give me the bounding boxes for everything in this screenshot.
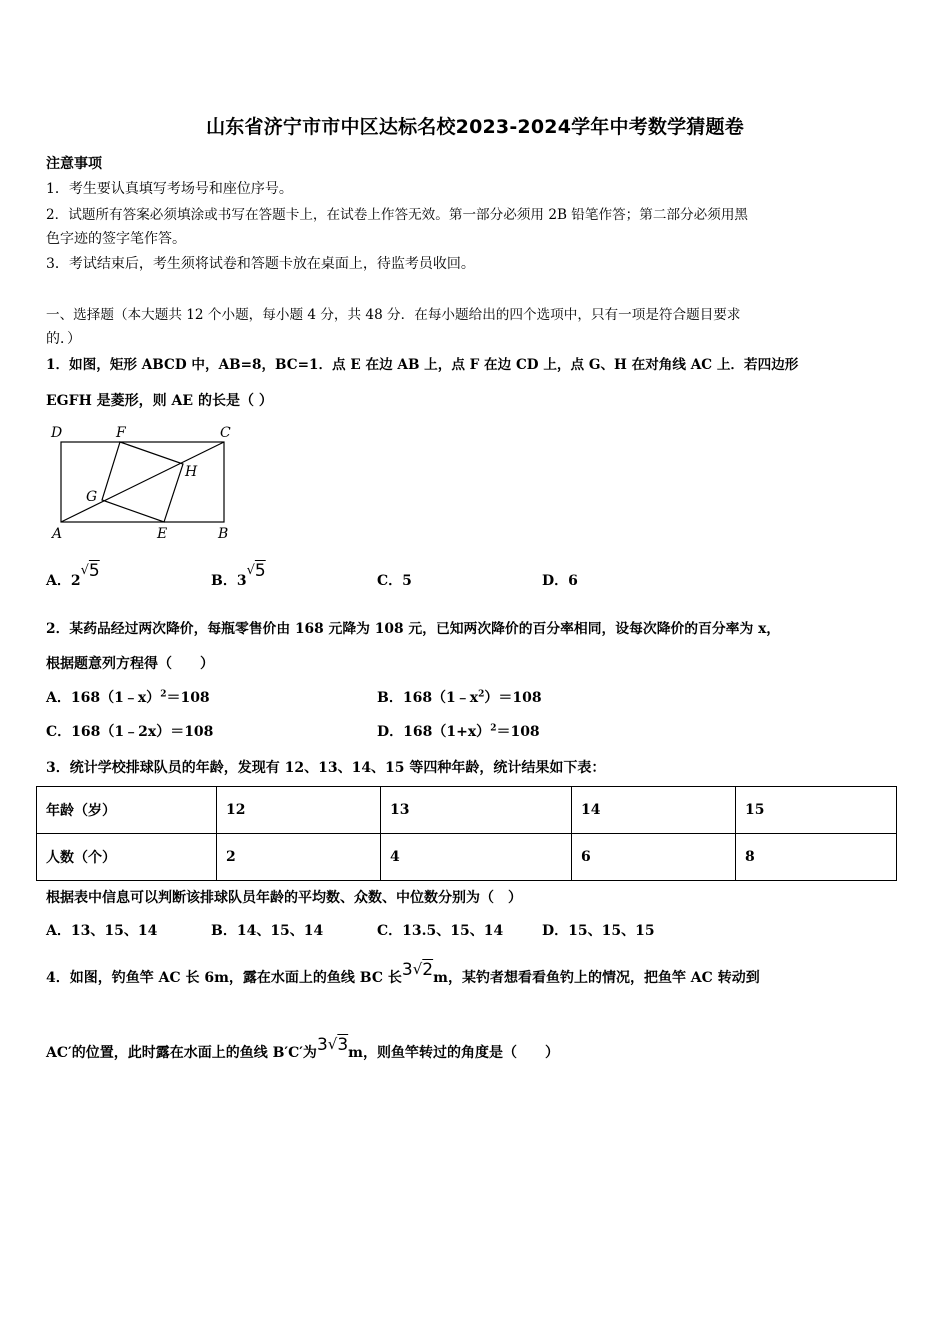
table-cell: 12 bbox=[217, 787, 381, 834]
table-cell: 年龄（岁） bbox=[37, 787, 217, 834]
q3-option-c: C．13.5、15、14 bbox=[377, 923, 504, 939]
q2-option-b-text: B．168（1﹣x bbox=[377, 690, 479, 706]
q2-option-a-exponent: 2 bbox=[160, 689, 167, 700]
q2-option-d bbox=[377, 721, 540, 741]
notice-item-2-line-2: 色字迹的签字笔作答。 bbox=[46, 231, 186, 247]
section-1-line-2: 的．） bbox=[46, 331, 81, 347]
q4-line-1-text: 4．如图，钓鱼竿 AC 长 6m，露在水面上的鱼线 BC 长 bbox=[46, 970, 402, 986]
table-cell: 15 bbox=[736, 787, 897, 834]
q4-line-1-coefficient: 3 bbox=[401, 960, 413, 980]
notice-heading: 注意事项 bbox=[46, 156, 102, 172]
q1-rectangle-figure bbox=[46, 420, 246, 548]
q2-option-a-rhs: ＝108 bbox=[166, 690, 210, 706]
table-row bbox=[37, 787, 897, 834]
table-cell: 14 bbox=[572, 787, 736, 834]
q4-line-1 bbox=[46, 960, 760, 987]
table-cell: 4 bbox=[381, 834, 572, 881]
section-1-line-1: 一、选择题（本大题共 12 个小题，每小题 4 分，共 48 分．在每小题给出的四个选项中，只有一项是符合题目要求 bbox=[46, 307, 741, 323]
q1-option-b-label: B．3 bbox=[211, 573, 247, 589]
q1-option-d: D．6 bbox=[542, 573, 578, 589]
sqrt-icon: √ bbox=[246, 563, 255, 578]
diagonal-ac bbox=[61, 442, 224, 522]
q4-line-2-coefficient: 3 bbox=[316, 1035, 328, 1055]
q2-line-1: 2．某药品经过两次降价，每瓶零售价由 168 元降为 108 元，已知两次降价的百分率相同，设每次降价的百分率为 x， bbox=[46, 621, 781, 637]
q2-option-d-exponent: 2 bbox=[490, 723, 497, 734]
label-e: E bbox=[157, 526, 168, 542]
q1-line-2: EGFH 是菱形，则 AE 的长是（ ） bbox=[46, 393, 273, 409]
q3-option-b: B．14、15、14 bbox=[211, 923, 324, 939]
q1-option-a bbox=[46, 561, 100, 590]
q2-option-a-text: A．168（1﹣x） bbox=[46, 690, 161, 706]
sqrt-icon: √ bbox=[327, 1035, 338, 1053]
table-cell: 13 bbox=[381, 787, 572, 834]
q2-option-c: C．168（1﹣2x）＝108 bbox=[46, 724, 214, 740]
q4-line-2-radicand: 3 bbox=[337, 1035, 349, 1055]
q4-line-2 bbox=[46, 1035, 559, 1062]
q3-line-1: 3．统计学校排球队员的年龄，发现有 12、13、14、15 等四种年龄，统计结果如下表： bbox=[46, 760, 606, 776]
q1-option-b-radicand: 5 bbox=[254, 561, 266, 581]
table-cell: 2 bbox=[217, 834, 381, 881]
q1-option-a-radicand: 5 bbox=[88, 561, 100, 581]
table-row bbox=[37, 834, 897, 881]
q1-option-b bbox=[211, 561, 266, 590]
table-cell: 8 bbox=[736, 834, 897, 881]
q3-option-d: D．15、15、15 bbox=[542, 923, 655, 939]
q3-statistics-table bbox=[36, 786, 897, 881]
notice-item-1: 1．考生要认真填写考场号和座位序号。 bbox=[46, 181, 293, 197]
q4-line-2-text: AC′的位置，此时露在水面上的鱼线 B′C′为 bbox=[46, 1045, 317, 1061]
notice-item-3: 3．考试结束后，考生须将试卷和答题卡放在桌面上，待监考员收回。 bbox=[46, 256, 475, 272]
q1-option-c: C．5 bbox=[377, 573, 412, 589]
label-c: C bbox=[220, 425, 231, 441]
table-cell: 6 bbox=[572, 834, 736, 881]
q2-option-d-text: D．168（1+x） bbox=[377, 724, 491, 740]
q3-option-a: A．13、15、14 bbox=[46, 923, 158, 939]
q4-line-1-rest: m，某钓者想看看鱼钓上的情况，把鱼竿 AC 转动到 bbox=[433, 970, 760, 986]
sqrt-icon: √ bbox=[412, 960, 423, 978]
label-g: G bbox=[86, 489, 98, 505]
q2-option-b-rhs: ）＝108 bbox=[484, 690, 542, 706]
q2-option-b-exponent: 2 bbox=[478, 689, 485, 700]
q1-line-1: 1．如图，矩形 ABCD 中，AB=8，BC=1．点 E 在边 AB 上，点 F 在边 CD 上，点 G、H 在对角线 AC 上．若四边形 bbox=[46, 357, 799, 373]
sqrt-icon: √ bbox=[80, 563, 89, 578]
q2-option-b bbox=[377, 687, 542, 707]
label-f: F bbox=[116, 425, 126, 441]
label-d: D bbox=[51, 425, 63, 441]
label-a: A bbox=[52, 526, 63, 542]
page-title: 山东省济宁市市中区达标名校2023-2024学年中考数学猜题卷 bbox=[206, 116, 744, 138]
q1-option-a-label: A．2 bbox=[46, 573, 81, 589]
q4-line-1-radicand: 2 bbox=[422, 960, 434, 980]
notice-item-2-line-1: 2．试题所有答案必须填涂或书写在答题卡上，在试卷上作答无效。第一部分必须用 2B 铅笔作答；第二部分必须用黑 bbox=[46, 207, 749, 223]
q2-option-a bbox=[46, 687, 210, 707]
label-b: B bbox=[218, 526, 229, 542]
label-h: H bbox=[185, 464, 198, 480]
q2-option-d-rhs: ＝108 bbox=[496, 724, 540, 740]
q3-line-2: 根据表中信息可以判断该排球队员年龄的平均数、众数、中位数分别为（ ） bbox=[46, 890, 522, 906]
q4-line-2-rest: m，则鱼竿转过的角度是（ ） bbox=[348, 1045, 559, 1061]
table-cell: 人数（个） bbox=[37, 834, 217, 881]
q2-line-2: 根据题意列方程得（ ） bbox=[46, 656, 214, 672]
